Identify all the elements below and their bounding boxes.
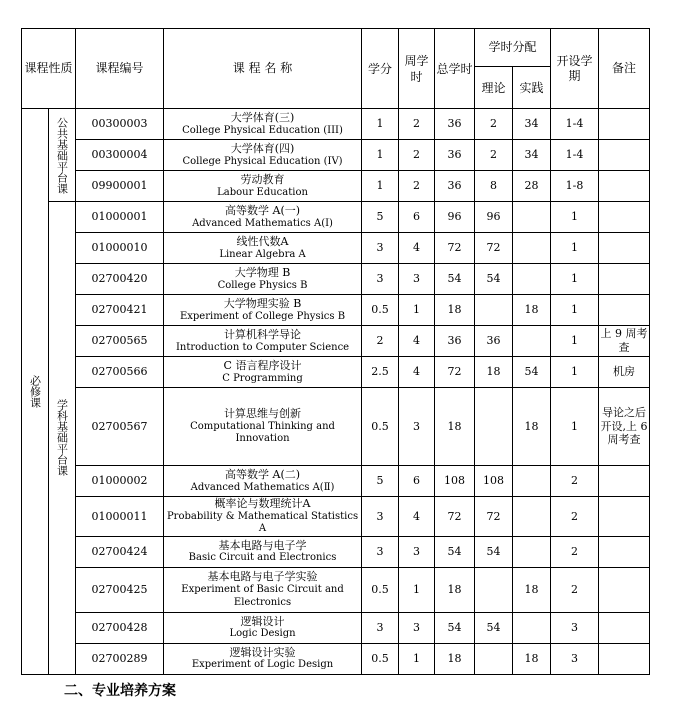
cell-theory: 72 [475,233,513,264]
cell-practice [513,326,551,357]
cell-theory [475,295,513,326]
cell-weekly: 2 [399,140,435,171]
cell-theory: 2 [475,140,513,171]
table-row [22,109,650,140]
course-name: 大学物理实验 B Experiment of College Physics B [164,295,362,326]
course-name: 大学体育(三) College Physical Education (III) [164,109,362,140]
cell-weekly: 1 [399,567,435,612]
cell-total: 54 [435,612,475,643]
cell-weekly: 3 [399,264,435,295]
group-required: 必修课 [22,109,49,675]
cell-total: 36 [435,171,475,202]
cell-weekly: 1 [399,643,435,674]
cell-practice [513,264,551,295]
course-code: 01000011 [76,497,164,537]
cell-theory [475,567,513,612]
cell-total: 18 [435,388,475,466]
cell-total: 18 [435,643,475,674]
header-total-hours: 总学时 [435,29,475,109]
cell-practice: 18 [513,388,551,466]
cell-total: 54 [435,536,475,567]
cell-semester: 3 [551,612,599,643]
header-hours-split: 学时分配 [475,29,551,67]
cell-total: 108 [435,466,475,497]
cell-theory [475,388,513,466]
course-code: 02700424 [76,536,164,567]
course-name: 线性代数A Linear Algebra A [164,233,362,264]
cell-credits: 0.5 [362,388,399,466]
header-practice: 实践 [513,67,551,109]
course-code: 01000010 [76,233,164,264]
cell-practice [513,202,551,233]
cell-theory: 2 [475,109,513,140]
cell-note: 机房 [599,357,650,388]
cell-semester: 1 [551,388,599,466]
cell-weekly: 4 [399,233,435,264]
cell-note: 导论之后开设,上 6 周考查 [599,388,650,466]
cell-credits: 1 [362,171,399,202]
cell-theory: 96 [475,202,513,233]
cell-semester: 1 [551,264,599,295]
cell-weekly: 3 [399,612,435,643]
course-name: C 语言程序设计 C Programming [164,357,362,388]
cell-credits: 1 [362,140,399,171]
cell-practice: 34 [513,109,551,140]
table-row [22,202,650,233]
cell-weekly: 3 [399,536,435,567]
course-name: 高等数学 A(二) Advanced Mathematics A(Ⅱ) [164,466,362,497]
course-code: 02700565 [76,326,164,357]
cell-semester: 1-4 [551,109,599,140]
cell-credits: 0.5 [362,295,399,326]
course-name: 逻辑设计实验 Experiment of Logic Design [164,643,362,674]
table-row [22,643,650,674]
cell-theory: 54 [475,536,513,567]
cell-semester: 1 [551,202,599,233]
cell-practice: 18 [513,567,551,612]
course-name: 基本电路与电子学实验 Experiment of Basic Circuit and Electronics [164,567,362,612]
table-row [22,466,650,497]
course-name: 逻辑设计 Logic Design [164,612,362,643]
cell-practice [513,536,551,567]
header-theory: 理论 [475,67,513,109]
cell-theory: 108 [475,466,513,497]
cell-credits: 2 [362,326,399,357]
course-code: 02700567 [76,388,164,466]
course-name: 计算思维与创新 Computational Thinking and Innovation [164,388,362,466]
curriculum-table [21,28,650,675]
course-name: 计算机科学导论 Introduction to Computer Science [164,326,362,357]
table-row [22,233,650,264]
cell-theory: 54 [475,264,513,295]
cell-credits: 3 [362,264,399,295]
cell-theory: 54 [475,612,513,643]
cell-weekly: 3 [399,388,435,466]
cell-note [599,466,650,497]
cell-semester: 2 [551,497,599,537]
table-row [22,536,650,567]
cell-theory: 36 [475,326,513,357]
cell-semester: 2 [551,466,599,497]
cell-note [599,109,650,140]
course-name: 大学体育(四) College Physical Education (IV) [164,140,362,171]
cell-total: 96 [435,202,475,233]
course-name: 基本电路与电子学 Basic Circuit and Electronics [164,536,362,567]
table-row [22,357,650,388]
cell-weekly: 4 [399,497,435,537]
cell-semester: 2 [551,536,599,567]
cell-credits: 1 [362,109,399,140]
table-row [22,140,650,171]
cell-weekly: 4 [399,357,435,388]
table-row [22,567,650,612]
cell-total: 18 [435,295,475,326]
course-code: 00300004 [76,140,164,171]
group-public-platform: 公共基础平台课 [49,109,76,202]
cell-credits: 0.5 [362,643,399,674]
cell-practice [513,466,551,497]
cell-practice: 54 [513,357,551,388]
cell-semester: 1-8 [551,171,599,202]
header-credits: 学分 [362,29,399,109]
course-name: 概率论与数理统计A Probability & Mathematical Statistics A [164,497,362,537]
header-code: 课程编号 [76,29,164,109]
cell-note [599,536,650,567]
cell-semester: 1-4 [551,140,599,171]
table-row [22,295,650,326]
table-row [22,171,650,202]
cell-credits: 3 [362,612,399,643]
cell-credits: 3 [362,497,399,537]
cell-semester: 1 [551,357,599,388]
table-row [22,264,650,295]
cell-practice: 18 [513,643,551,674]
header-remarks: 备注 [599,29,650,109]
cell-weekly: 6 [399,466,435,497]
cell-theory: 18 [475,357,513,388]
course-code: 01000001 [76,202,164,233]
cell-total: 36 [435,109,475,140]
table-body [22,109,650,675]
course-name: 大学物理 B College Physics B [164,264,362,295]
cell-practice [513,233,551,264]
course-code: 00300003 [76,109,164,140]
course-code: 02700420 [76,264,164,295]
group-discipline-platform: 学科基础平台课 [49,202,76,675]
cell-total: 18 [435,567,475,612]
cell-semester: 1 [551,295,599,326]
cell-note [599,643,650,674]
cell-practice: 18 [513,295,551,326]
cell-practice: 28 [513,171,551,202]
cell-practice [513,497,551,537]
cell-note [599,612,650,643]
header-category: 课程性质 [22,29,76,109]
cell-credits: 5 [362,202,399,233]
cell-semester: 3 [551,643,599,674]
cell-credits: 2.5 [362,357,399,388]
cell-credits: 0.5 [362,567,399,612]
cell-note: 上 9 周考查 [599,326,650,357]
course-name: 高等数学 A(一) Advanced Mathematics A(Ⅰ) [164,202,362,233]
header-semester: 开设学期 [551,29,599,109]
cell-total: 72 [435,233,475,264]
course-code: 02700421 [76,295,164,326]
cell-credits: 3 [362,536,399,567]
cell-credits: 5 [362,466,399,497]
cell-weekly: 6 [399,202,435,233]
course-code: 02700289 [76,643,164,674]
cell-weekly: 1 [399,295,435,326]
course-code: 01000002 [76,466,164,497]
cell-semester: 1 [551,233,599,264]
cell-theory [475,643,513,674]
cell-credits: 3 [362,233,399,264]
cell-practice [513,612,551,643]
course-code: 02700428 [76,612,164,643]
cell-note [599,264,650,295]
cell-note [599,202,650,233]
cell-note [599,171,650,202]
cell-theory: 72 [475,497,513,537]
cell-total: 36 [435,326,475,357]
cell-total: 72 [435,357,475,388]
cell-theory: 8 [475,171,513,202]
cell-note [599,140,650,171]
section-title: 二、专业培养方案 [64,683,176,699]
course-name: 劳动教育 Labour Education [164,171,362,202]
cell-note [599,497,650,537]
cell-note [599,295,650,326]
cell-practice: 34 [513,140,551,171]
cell-note [599,567,650,612]
course-code: 02700566 [76,357,164,388]
cell-total: 36 [435,140,475,171]
table-row [22,388,650,466]
table-row [22,497,650,537]
header-weekly-hours: 周学时 [399,29,435,109]
table-row [22,326,650,357]
cell-note [599,233,650,264]
cell-total: 72 [435,497,475,537]
cell-weekly: 2 [399,109,435,140]
cell-semester: 2 [551,567,599,612]
table-row [22,612,650,643]
cell-total: 54 [435,264,475,295]
course-code: 02700425 [76,567,164,612]
cell-weekly: 2 [399,171,435,202]
course-code: 09900001 [76,171,164,202]
header-name: 课 程 名 称 [164,29,362,109]
cell-weekly: 4 [399,326,435,357]
cell-semester: 1 [551,326,599,357]
